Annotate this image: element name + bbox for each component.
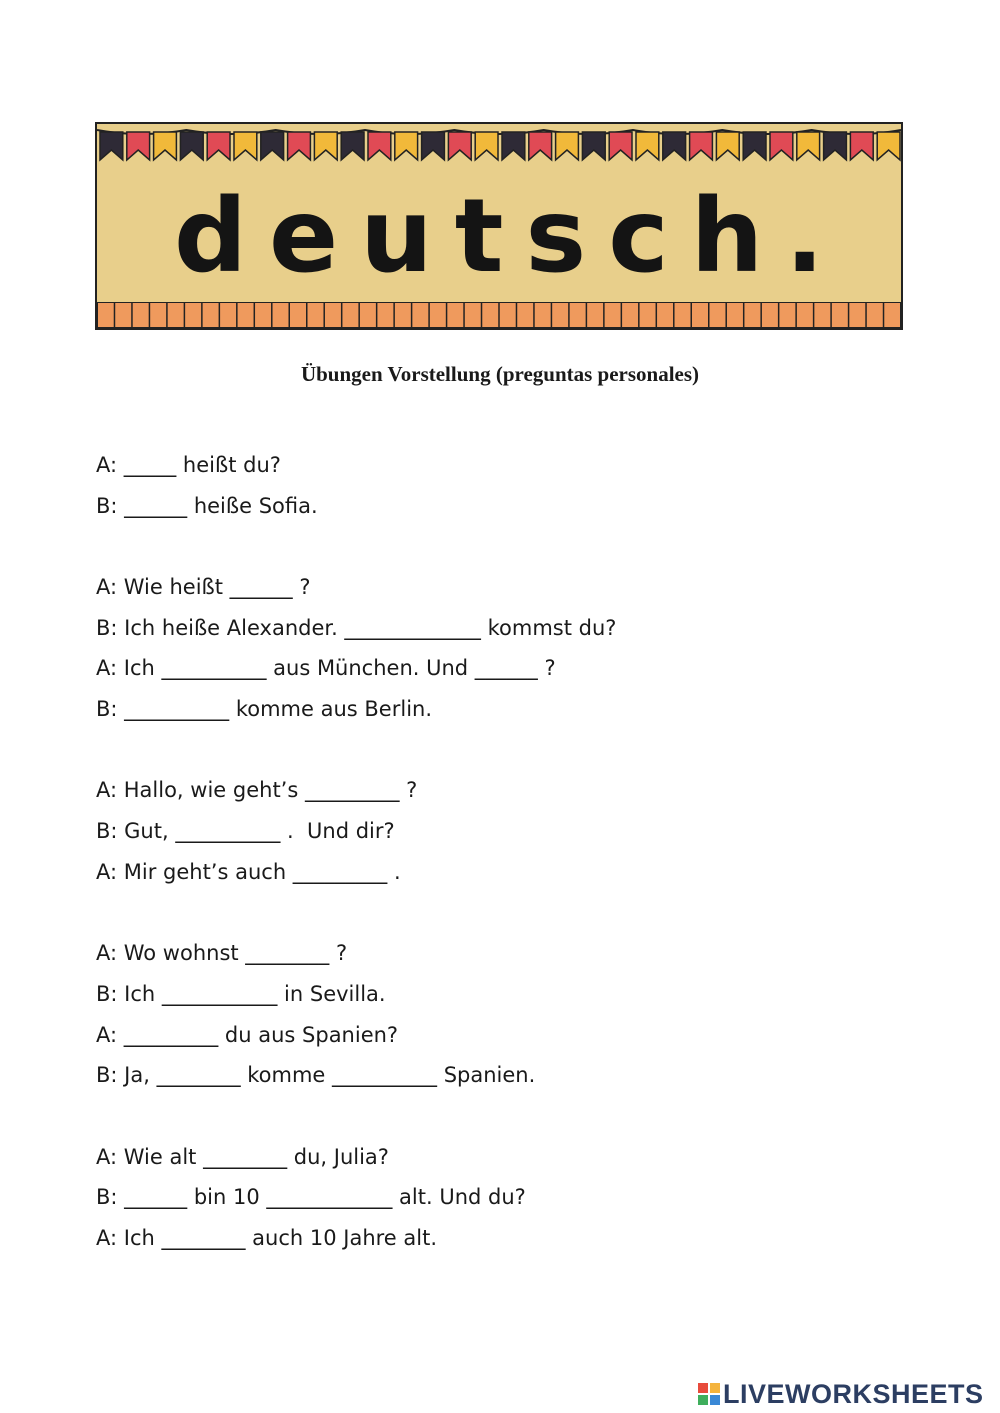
bunting-flag xyxy=(743,132,766,160)
exercise-line: A: _________ du aus Spanien? xyxy=(96,1022,399,1047)
bunting-flag xyxy=(207,132,230,160)
bunting-flag xyxy=(770,132,793,160)
bunting-flag xyxy=(877,132,900,160)
bunting-flag xyxy=(368,132,391,160)
exercise-line: B: Ich heiße Alexander. _____________ kommst du? xyxy=(96,615,617,640)
bunting-flag xyxy=(341,132,364,160)
liveworksheets-logo xyxy=(697,1377,984,1411)
exercise-line: B: __________ komme aus Berlin. xyxy=(96,697,433,722)
bunting-flag xyxy=(288,132,311,160)
bunting-flag xyxy=(502,132,525,160)
banner-word: deutsch. xyxy=(173,177,847,296)
bunting-flag xyxy=(850,132,873,160)
exercise-line: A: Wo wohnst ________ ? xyxy=(96,941,348,966)
bunting-flag xyxy=(475,132,498,160)
liveworksheets-logo-icon xyxy=(697,1382,721,1406)
bunting-flag xyxy=(824,132,847,160)
bunting-flags xyxy=(97,124,901,169)
bunting-flag xyxy=(529,132,552,160)
exercise-line: A: Ich __________ aus München. Und ______ ? xyxy=(96,656,556,681)
bunting-flag xyxy=(422,132,445,160)
bunting-flag xyxy=(636,132,659,160)
exercise-line: A: Mir geht’s auch _________ . xyxy=(96,859,401,884)
exercise-line: B: Ja, ________ komme __________ Spanien. xyxy=(96,1063,536,1088)
bunting-flag xyxy=(797,132,820,160)
exercise-line: A: Hallo, wie geht’s _________ ? xyxy=(96,778,418,803)
bunting-flag xyxy=(690,132,713,160)
bunting-flag xyxy=(448,132,471,160)
exercise-line: B: ______ bin 10 ____________ alt. Und du? xyxy=(96,1185,526,1210)
exercise-line: A: _____ heißt du? xyxy=(96,453,281,477)
bunting-flag xyxy=(100,132,123,160)
banner-stripe xyxy=(97,302,901,328)
bunting-flag xyxy=(234,132,257,160)
bunting-flag xyxy=(582,132,605,160)
bunting-flag xyxy=(180,132,203,160)
exercise-line: B: Ich ___________ in Sevilla. xyxy=(96,981,386,1006)
bunting-flag xyxy=(261,132,284,160)
exercise-line: A: Ich ________ auch 10 Jahre alt. xyxy=(96,1225,438,1250)
bunting-flag xyxy=(395,132,418,160)
bunting-flag xyxy=(314,132,337,160)
header-banner xyxy=(95,122,903,330)
exercise-line: B: ______ heiße Sofia. xyxy=(96,493,318,518)
bunting-flag xyxy=(716,132,739,160)
exercise-line: A: Wie heißt ______ ? xyxy=(96,575,311,599)
bunting-flag xyxy=(154,132,177,160)
bunting-flag xyxy=(609,132,632,160)
bunting-flag xyxy=(556,132,579,160)
bunting-flag xyxy=(663,132,686,160)
exercise-line: B: Gut, __________ . Und dir? xyxy=(96,819,395,844)
exercise-line: A: Wie alt ________ du, Julia? xyxy=(96,1144,389,1169)
worksheet-title: Übungen Vorstellung (preguntas personales) xyxy=(300,362,700,386)
logo-text: LIVEWORKSHEETS xyxy=(723,1378,984,1409)
bunting-flag xyxy=(127,132,150,160)
